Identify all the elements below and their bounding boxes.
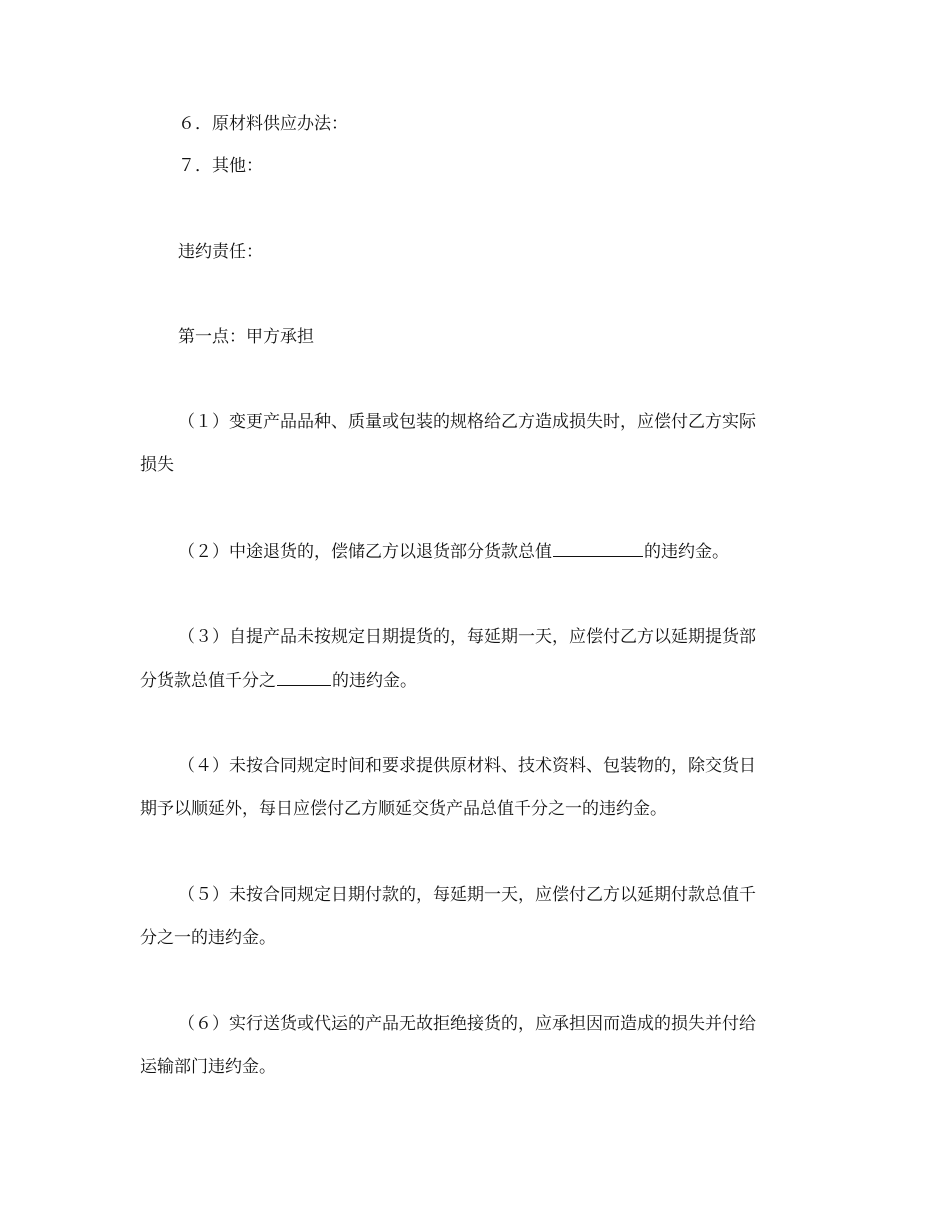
clause-1-line-1: （１）变更产品品种、质量或包装的规格给乙方造成损失时，应偿付乙方实际	[178, 412, 756, 432]
clause-4-line-2: 期予以顺延外，每日应偿付乙方顺延交货产品总值千分之一的违约金。	[140, 799, 667, 819]
list-item-raw-material-supply: ６．原材料供应办法：	[178, 114, 348, 134]
clause-6-line-1: （６）实行送货或代运的产品无故拒绝接货的，应承担因而造成的损失并付给	[178, 1014, 756, 1034]
clause-3-line-2	[140, 668, 417, 692]
section-heading-breach-liability: 违约责任：	[178, 242, 263, 262]
clause-5-line-2: 分之一的违约金。	[140, 928, 276, 948]
subheading-party-a: 第一点：甲方承担	[178, 327, 314, 347]
clause-1-line-2: 损失	[140, 455, 174, 475]
clause-6-line-2: 运输部门违约金。	[140, 1057, 276, 1077]
clause-3-text-after: 的违约金。	[332, 671, 417, 691]
clause-5-line-1: （５）未按合同规定日期付款的，每延期一天，应偿付乙方以延期付款总值千	[178, 885, 756, 905]
clause-2-text-before: （２）中途退货的，偿储乙方以退货部分货款总值	[178, 542, 552, 562]
clause-3-text-before: 分货款总值千分之	[140, 671, 276, 691]
clause-2-text-after: 的违约金。	[644, 542, 729, 562]
clause-2-line-1	[178, 539, 729, 563]
clause-2-fill-blank	[553, 539, 643, 557]
clause-3-line-1: （３）自提产品未按规定日期提货的，每延期一天，应偿付乙方以延期提货部	[178, 627, 756, 647]
clause-3-fill-blank	[277, 668, 331, 686]
list-item-other: ７．其他：	[178, 156, 263, 176]
clause-4-line-1: （４）未按合同规定时间和要求提供原材料、技术资料、包装物的，除交货日	[178, 756, 756, 776]
